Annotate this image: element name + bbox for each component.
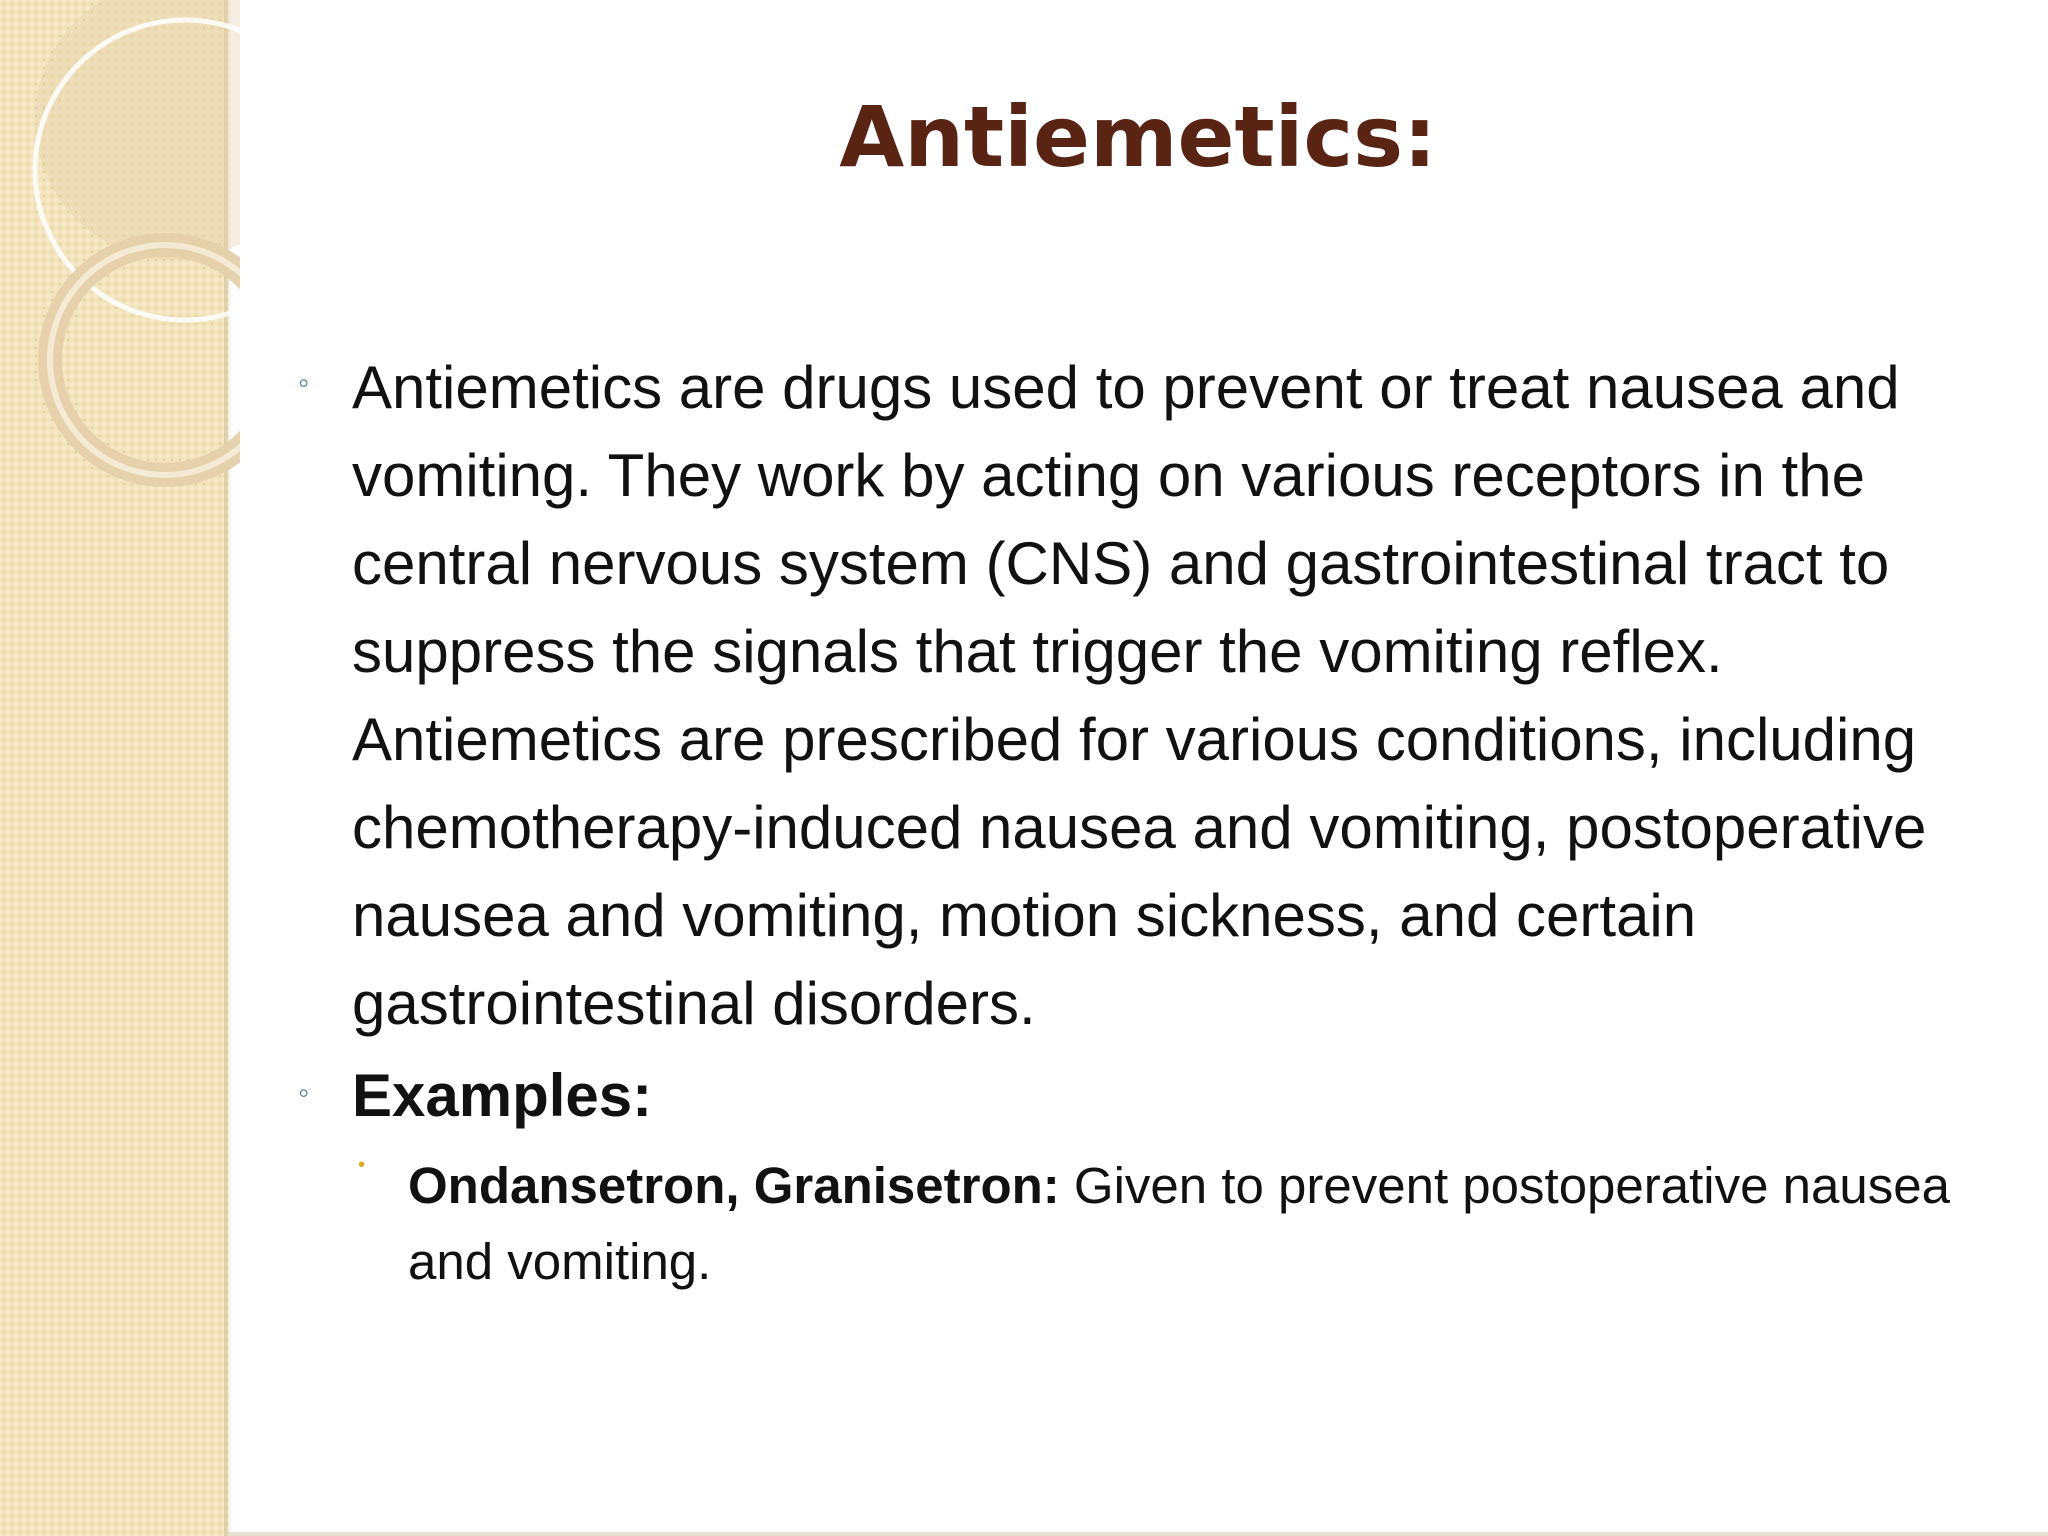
- bullet-definition: [290, 344, 2010, 1048]
- decorative-rings: [0, 0, 240, 520]
- bottom-divider: [228, 1532, 2048, 1536]
- example-item: [290, 1148, 2010, 1300]
- slide-content: [290, 344, 2010, 1300]
- example-text: [408, 1148, 2010, 1300]
- hollow-circle-bullet-icon: ◦: [298, 1074, 310, 1110]
- definition-text: Antiemetics are drugs used to prevent or treat nausea and vomiting. They work by acting on various receptors in the central nervous system (CNS) and gastrointestinal tract to suppress the signals that trigger the vomiting reflex. Antiemetics are prescribed for various conditions, including chemotherapy-induced nausea and vomiting, postoperative nausea and vomiting, motion sickness, and certain gastrointestinal disorders.: [352, 354, 1927, 1037]
- example-drug-names: Ondansetron, Granisetron:: [408, 1157, 1060, 1214]
- hollow-circle-bullet-icon: ◦: [298, 364, 310, 400]
- example-description: Given to prevent postoperative nausea and vomiting.: [408, 1157, 1950, 1290]
- examples-heading: Examples:: [352, 1062, 653, 1129]
- dot-bullet-icon: •: [358, 1154, 366, 1176]
- thick-ring: [50, 245, 240, 475]
- large-faded-disc: [35, 0, 240, 260]
- slide-title: Antiemetics:: [839, 88, 1437, 186]
- bullet-examples: [290, 1048, 2010, 1144]
